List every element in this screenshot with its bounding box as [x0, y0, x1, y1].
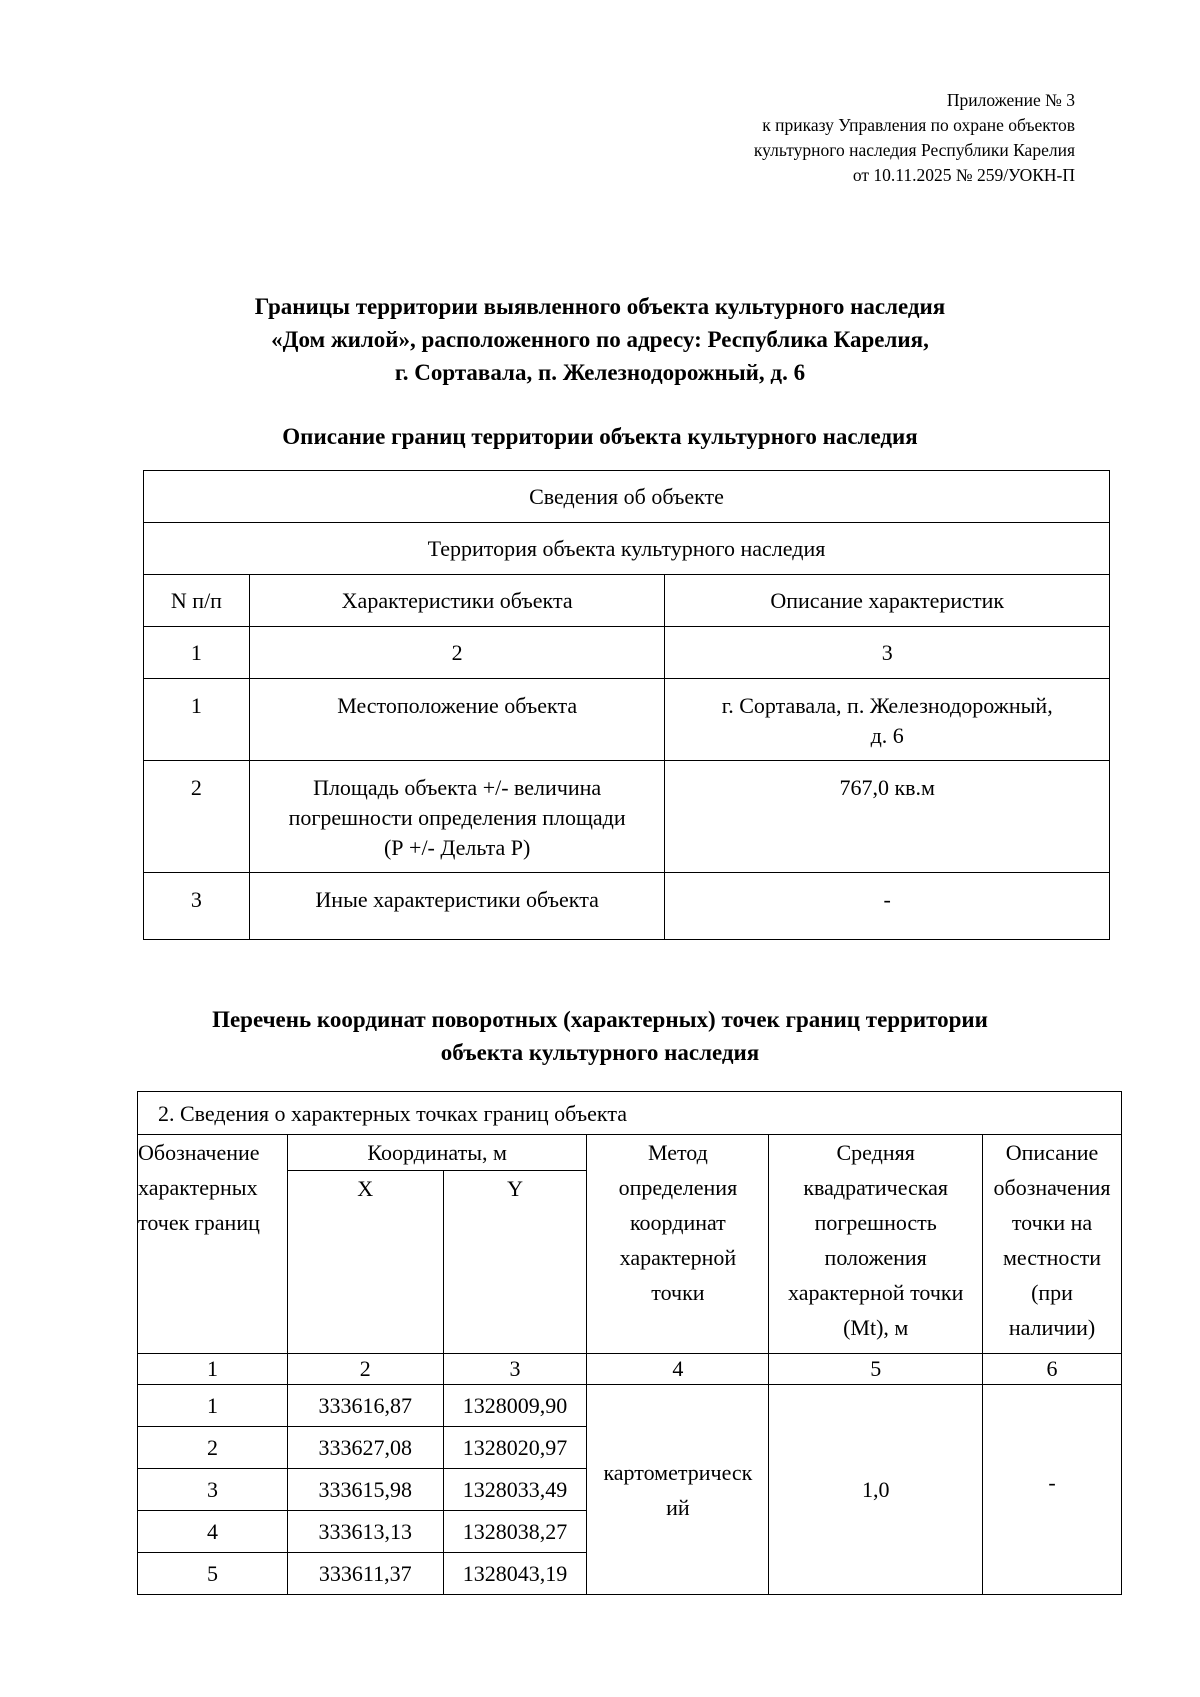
point-id: 4: [138, 1511, 288, 1553]
point-y: 1328033,49: [443, 1469, 587, 1511]
table2-caption: 2. Сведения о характерных точках границ объекта: [138, 1092, 1122, 1135]
header-line: точки: [651, 1280, 705, 1305]
header-line: характерной точки: [788, 1280, 964, 1305]
point-x: 333613,13: [287, 1511, 443, 1553]
header-line: обозначения: [993, 1175, 1111, 1200]
point-y: 1328009,90: [443, 1385, 587, 1427]
point-x: 333627,08: [287, 1427, 443, 1469]
appendix-line: культурного наследия Республики Карелия: [753, 140, 1075, 160]
header-line: Обозначение: [138, 1140, 260, 1165]
point-id: 5: [138, 1553, 288, 1595]
header-line: (при: [1031, 1280, 1073, 1305]
appendix-line: от 10.11.2025 № 259/УОКН-П: [852, 165, 1075, 185]
point-x: 333615,98: [287, 1469, 443, 1511]
row-description: 767,0 кв.м: [665, 761, 1110, 873]
header-line: точки на: [1011, 1210, 1093, 1235]
header-line: Описание: [1005, 1140, 1099, 1165]
row-number: 2: [144, 761, 250, 873]
header-line: точек границ: [138, 1210, 260, 1235]
table1-header-number: N п/п: [144, 575, 250, 627]
description-line: д. 6: [870, 723, 904, 748]
row-description: [665, 679, 1110, 761]
table2-col-number: 6: [983, 1354, 1122, 1385]
appendix-line: к приказу Управления по охране объектов: [762, 115, 1075, 135]
description-line: г. Сортавала, п. Железнодорожный,: [721, 693, 1053, 718]
header-line: определения: [618, 1175, 738, 1200]
coordinates-table: [137, 1091, 1122, 1595]
section2-title: [0, 1003, 1200, 1069]
header-line: (Mt), м: [843, 1315, 909, 1340]
point-x: 333611,37: [287, 1553, 443, 1595]
row-characteristic: Местоположение объекта: [249, 679, 665, 761]
table2-col-number: 1: [138, 1354, 288, 1385]
row-number: 3: [144, 873, 250, 940]
header-error: [769, 1135, 983, 1354]
header-designation: [138, 1135, 288, 1354]
header-line: погрешность: [814, 1210, 937, 1235]
table1-subcaption: Территория объекта культурного наследия: [144, 523, 1110, 575]
header-x: X: [287, 1171, 443, 1354]
row-number: 1: [144, 679, 250, 761]
table1-col-number: 1: [144, 627, 250, 679]
table1-col-number: 3: [665, 627, 1110, 679]
table2-col-number: 4: [587, 1354, 769, 1385]
header-line: характерной: [619, 1245, 737, 1270]
title-line: Границы территории выявленного объекта культурного наследия: [254, 294, 946, 319]
method-value: [587, 1385, 769, 1595]
title-line: г. Сортавала, п. Железнодорожный, д. 6: [394, 360, 806, 385]
row-characteristic: Иные характеристики объекта: [249, 873, 665, 940]
table1-caption: Сведения об объекте: [144, 471, 1110, 523]
row-description: -: [665, 873, 1110, 940]
header-line: характерных: [138, 1175, 258, 1200]
characteristic-line: Площадь объекта +/- величина: [313, 775, 602, 800]
title-line: «Дом жилой», расположенного по адресу: Республика Карелия,: [271, 327, 929, 352]
table1-col-number: 2: [249, 627, 665, 679]
characteristic-line: погрешности определения площади: [288, 805, 626, 830]
table-row: [144, 679, 1110, 761]
header-line: местности: [1002, 1245, 1102, 1270]
table2-col-number: 3: [443, 1354, 587, 1385]
header-line: Метод: [647, 1140, 708, 1165]
appendix-header: [754, 88, 1075, 188]
point-id: 1: [138, 1385, 288, 1427]
header-line: наличии): [1008, 1315, 1096, 1340]
document-title: [0, 290, 1200, 389]
table-row: [144, 761, 1110, 873]
header-line: квадратическая: [803, 1175, 949, 1200]
header-line: координат: [629, 1210, 726, 1235]
point-id: 2: [138, 1427, 288, 1469]
point-x: 333616,87: [287, 1385, 443, 1427]
description-value: -: [983, 1385, 1122, 1595]
section1-title: [0, 420, 1200, 453]
point-y: 1328043,19: [443, 1553, 587, 1595]
point-y: 1328038,27: [443, 1511, 587, 1553]
characteristic-line: (Р +/- Дельта Р): [383, 835, 531, 860]
header-y: Y: [443, 1171, 587, 1354]
header-line: Средняя: [836, 1140, 915, 1165]
method-line: картометрическ: [603, 1459, 753, 1485]
appendix-line: Приложение № 3: [946, 90, 1075, 110]
row-characteristic: [249, 761, 665, 873]
section2-title-line: Перечень координат поворотных (характерных) точек границ территории: [212, 1007, 988, 1032]
point-y: 1328020,97: [443, 1427, 587, 1469]
table-row: [144, 873, 1110, 940]
section2-title-line: объекта культурного наследия: [440, 1040, 760, 1065]
method-line: ий: [666, 1494, 690, 1520]
table2-col-number: 2: [287, 1354, 443, 1385]
header-coordinates: Координаты, м: [287, 1135, 587, 1171]
section1-title-text: Описание границ территории объекта культурного наследия: [282, 424, 918, 449]
table1-header-characteristic: Характеристики объекта: [249, 575, 665, 627]
table-row: [138, 1385, 1122, 1427]
point-id: 3: [138, 1469, 288, 1511]
table2-col-number: 5: [769, 1354, 983, 1385]
error-value: 1,0: [769, 1385, 983, 1595]
header-method: [587, 1135, 769, 1354]
header-line: положения: [824, 1245, 927, 1270]
table1-header-description: Описание характеристик: [665, 575, 1110, 627]
object-info-table: [143, 470, 1110, 940]
header-description: [983, 1135, 1122, 1354]
